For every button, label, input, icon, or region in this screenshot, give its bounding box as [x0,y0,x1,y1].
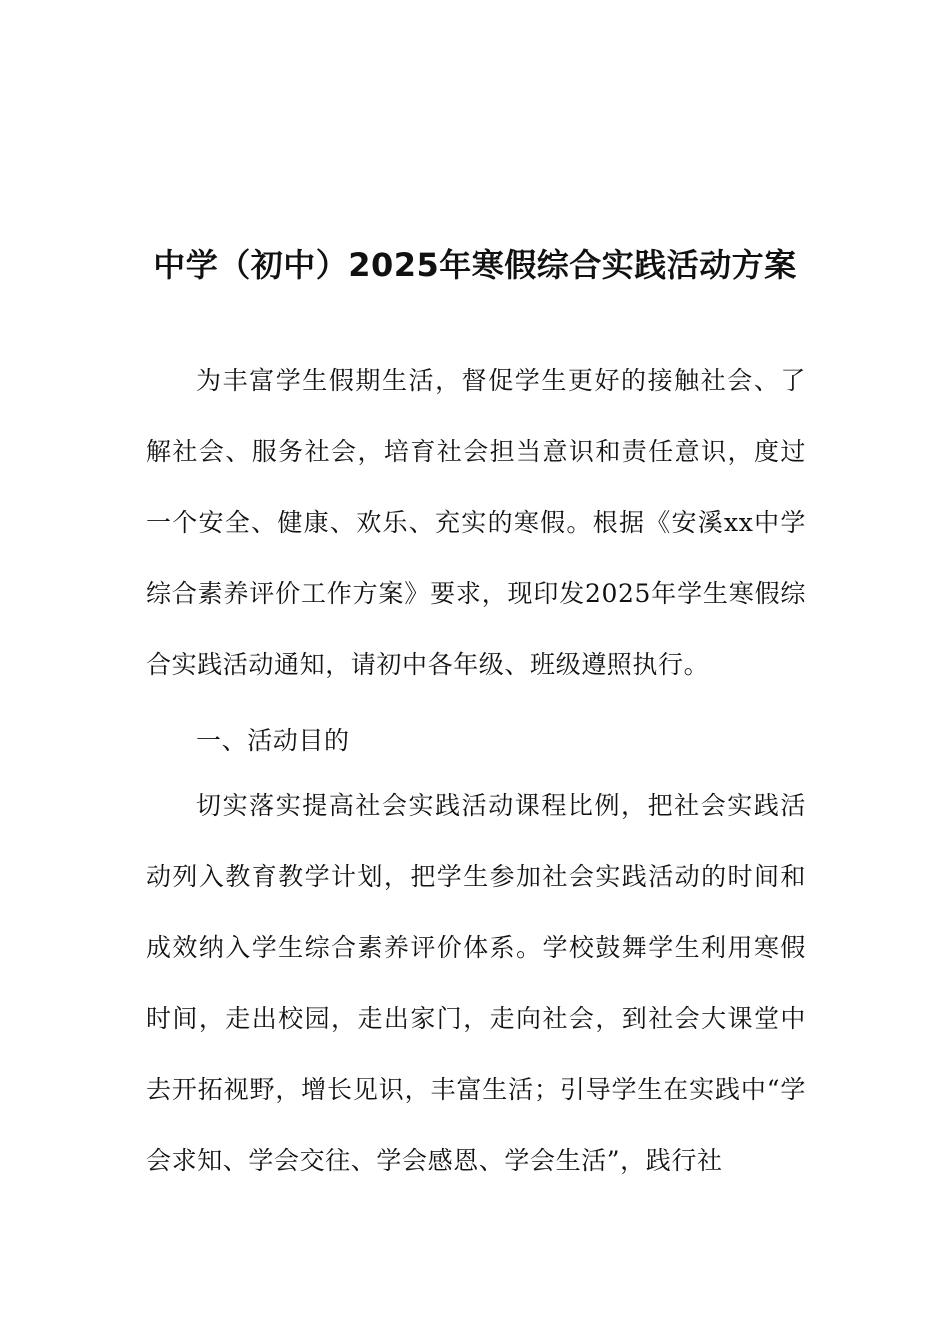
section-heading: 一、活动目的 [196,726,350,755]
section-one-body [146,770,806,1196]
intro-section [146,345,806,700]
section-paragraph: 切实落实提高社会实践活动课程比例，把社会实践活动列入教育教学计划，把学生参加社会实践活动的时间和成效纳入学生综合素养评价体系。学校鼓舞学生利用寒假时间，走出校园，走出家门，走向社会，到社会大课堂中去开拓视野，增长见识，丰富生活；引导学生在实践中“学会求知、学会交往、学会感恩、学会生活”，践行社 [146,791,806,1175]
intro-paragraph: 为丰富学生假期生活，督促学生更好的接触社会、了解社会、服务社会，培育社会担当意识和责任意识，度过一个安全、健康、欢乐、充实的寒假。根据《安溪xx中学综合素养评价工作方案》要求，现印发2025年学生寒假综合实践活动通知，请初中各年级、班级遵照执行。 [146,366,806,679]
section-one-heading-block [146,712,806,770]
document-title: 中学（初中）2025年寒假综合实践活动方案 [153,246,797,285]
